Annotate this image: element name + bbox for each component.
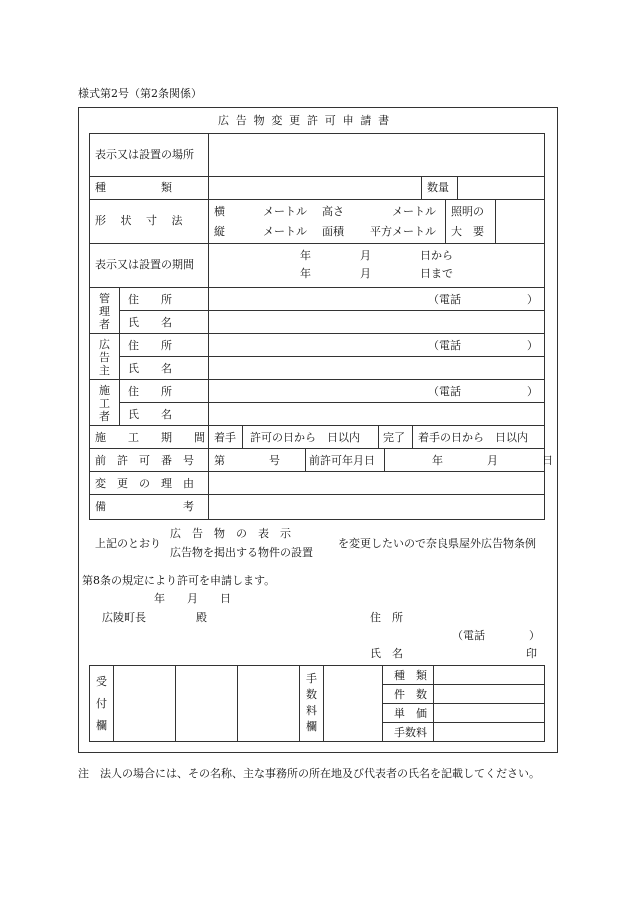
- year-label: 年: [300, 267, 311, 280]
- form-title: 広 告 物 変 更 許 可 申 請 書: [218, 114, 391, 127]
- statement-suffix: を変更したいので奈良県屋外広告物条例: [338, 537, 536, 550]
- reception-label: 受付欄: [96, 675, 107, 732]
- party-name-label: 氏 名: [128, 362, 172, 375]
- prev-permit-date-label: 前許可年月日: [309, 454, 375, 467]
- remarks-label: 備 考: [95, 500, 194, 513]
- area-label: 面積: [322, 225, 344, 238]
- statement-option2: 広告物を掲出する物件の設置: [170, 546, 313, 559]
- party-address-label: 住 所: [128, 339, 172, 352]
- meter-unit: メートル: [263, 205, 307, 218]
- seal-mark: 印: [526, 647, 537, 660]
- lighting-label: 照明の: [451, 205, 484, 218]
- applicant-phone: （電話 ）: [452, 629, 540, 642]
- period-label: 表示又は設置の期間: [95, 258, 194, 271]
- statement-prefix: 上記のとおり: [95, 537, 161, 550]
- party-name-label: 氏 名: [128, 408, 172, 421]
- fee-row-label: 種 類: [394, 669, 427, 682]
- fee-label: 手数料欄: [306, 672, 317, 733]
- meter-unit: メートル: [263, 225, 307, 238]
- width-label: 横: [214, 205, 225, 218]
- fee-row-label: 手数料: [394, 726, 427, 739]
- type-label: 種 類: [95, 181, 172, 194]
- addressee: 広陵町長: [102, 611, 146, 624]
- year-label: 年: [300, 249, 311, 262]
- applicant-name-label: 氏 名: [370, 647, 403, 660]
- party-phone: （電話 ）: [428, 293, 538, 306]
- reason-label: 変 更 の 理 由: [95, 477, 194, 490]
- footnote: 注 法人の場合には、その名称、主な事務所の所在地及び代表者の氏名を記載してください。: [78, 767, 540, 780]
- height-label: 高さ: [322, 205, 344, 218]
- start-label: 着手: [214, 431, 236, 444]
- month-label: 月: [360, 267, 371, 280]
- height-row-label: 縦: [214, 225, 225, 238]
- prev-permit-label: 前 許 可 番 号: [95, 454, 194, 467]
- until-label: 日まで: [420, 267, 453, 280]
- construction-label: 施 工 期 間: [95, 431, 205, 444]
- party-group-label: 広告主: [99, 338, 110, 377]
- complete-text: 着手の日から 日以内: [418, 431, 528, 444]
- fee-row-label: 件 数: [394, 688, 427, 701]
- honorific: 殿: [196, 611, 207, 624]
- start-text: 許可の日から 日以内: [250, 431, 360, 444]
- location-label: 表示又は設置の場所: [95, 148, 194, 161]
- fee-row-label: 単 価: [394, 707, 427, 720]
- from-label: 日から: [420, 249, 453, 262]
- party-phone: （電話 ）: [428, 385, 538, 398]
- meter-unit: メートル: [392, 205, 436, 218]
- prev-permit-date: 年 月 日: [432, 454, 553, 467]
- party-phone: （電話 ）: [428, 339, 538, 352]
- prev-permit-number: 第 号: [214, 454, 280, 467]
- need-label: 大 要: [451, 225, 484, 238]
- statement-option1: 広 告 物 の 表 示: [170, 527, 291, 540]
- party-group-label: 管理者: [99, 292, 110, 331]
- month-label: 月: [360, 249, 371, 262]
- shape-label: 形 状 寸 法: [95, 214, 183, 227]
- form-number: 様式第2号（第2条関係）: [78, 87, 202, 100]
- party-address-label: 住 所: [128, 293, 172, 306]
- complete-label: 完了: [383, 431, 405, 444]
- applicant-address-label: 住 所: [370, 611, 403, 624]
- quantity-label: 数量: [427, 181, 449, 194]
- statement-line2: 第8条の規定により許可を申請します。: [82, 574, 276, 587]
- party-address-label: 住 所: [128, 385, 172, 398]
- sqmeter-unit: 平方メートル: [370, 225, 436, 238]
- party-group-label: 施工者: [99, 384, 110, 423]
- party-name-label: 氏 名: [128, 316, 172, 329]
- date-line: 年 月 日: [154, 592, 231, 605]
